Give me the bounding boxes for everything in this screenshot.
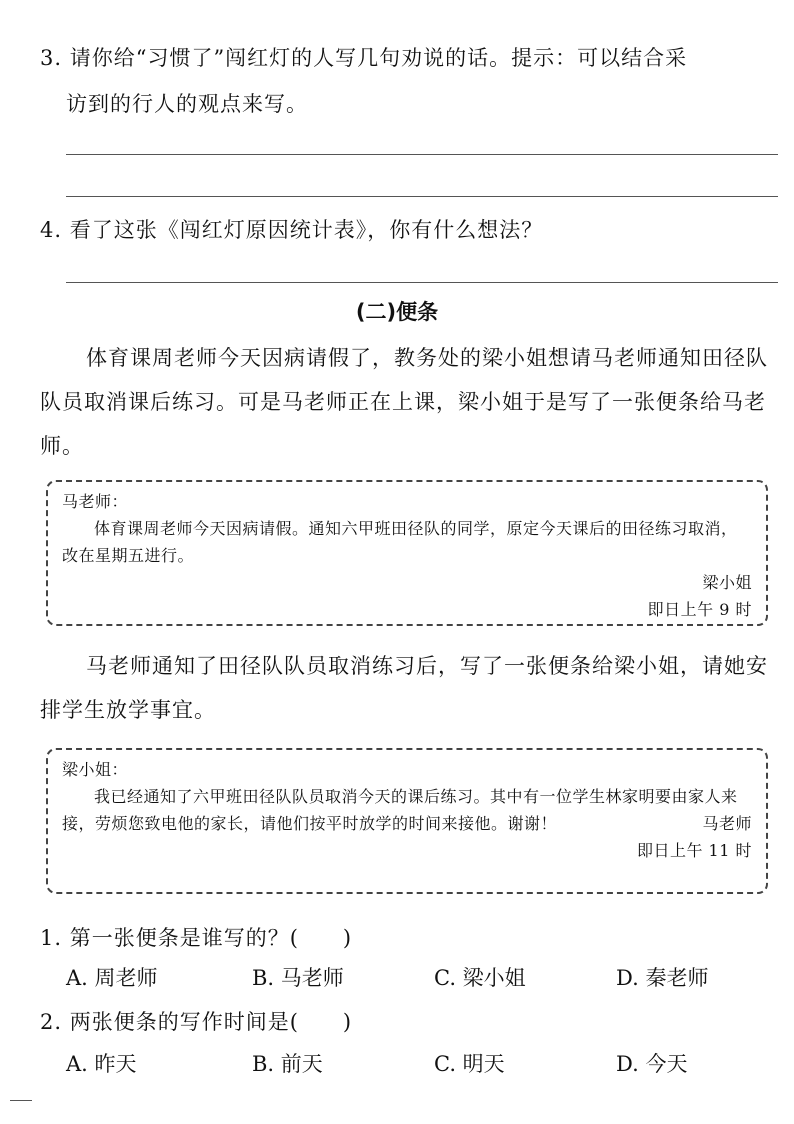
mcq-1-option-c[interactable]: C. 梁小姐 bbox=[434, 966, 526, 990]
answer-line[interactable] bbox=[66, 154, 778, 155]
note-1-signature: 梁小姐 bbox=[702, 573, 752, 592]
question-4-text: 4. 看了这张《闯红灯原因统计表》，你有什么想法？ bbox=[40, 218, 544, 242]
note-2-body: 我已经通知了六甲班田径队队员取消今天的课后练习。其中有一位学生林家明要由家人来接，劳烦您致电他的家长，请他们按平时放学的时间来接他。谢谢！ bbox=[62, 787, 738, 833]
mcq-2-option-b[interactable]: B. 前天 bbox=[252, 1052, 323, 1076]
intro-paragraph bbox=[40, 336, 780, 468]
intro-text: 体育课周老师今天因病请假了，教务处的梁小姐想请马老师通知田径队队员取消课后练习。可是马老师正在上课，梁小姐于是写了一张便条给马老师。 bbox=[40, 346, 768, 458]
section-title: (二)便条 bbox=[355, 300, 439, 324]
question-3-line2: 访到的行人的观点来写。 bbox=[66, 92, 308, 116]
mcq-2-option-a[interactable]: A. 昨天 bbox=[66, 1052, 137, 1076]
answer-line[interactable] bbox=[66, 282, 778, 283]
note-2 bbox=[46, 748, 768, 894]
note-1-salutation: 马老师： bbox=[62, 492, 129, 511]
mcq-1-question: 1. 第一张便条是谁写的？( ) bbox=[40, 926, 353, 950]
mcq-1-option-d[interactable]: D. 秦老师 bbox=[616, 966, 709, 990]
transition-paragraph bbox=[40, 644, 780, 732]
note-2-salutation: 梁小姐： bbox=[62, 760, 129, 779]
note-1 bbox=[46, 480, 768, 626]
mcq-1-option-a[interactable]: A. 周老师 bbox=[66, 966, 158, 990]
mcq-2-question: 2. 两张便条的写作时间是( ) bbox=[40, 1010, 353, 1034]
transition-text: 马老师通知了田径队队员取消练习后，写了一张便条给梁小姐，请她安排学生放学事宜。 bbox=[40, 654, 768, 722]
note-1-body: 体育课周老师今天因病请假。通知六甲班田径队的同学，原定今天课后的田径练习取消，改在星期五进行。 bbox=[62, 519, 738, 565]
question-3-line1: 3. 请你给“习惯了”闯红灯的人写几句劝说的话。提示：可以结合采 bbox=[40, 46, 688, 70]
note-2-signature: 马老师 bbox=[702, 814, 752, 833]
mcq-1-option-b[interactable]: B. 马老师 bbox=[252, 966, 344, 990]
note-1-date: 即日上午 9 时 bbox=[647, 600, 752, 619]
note-2-date: 即日上午 11 时 bbox=[636, 841, 752, 860]
page-corner-mark bbox=[10, 1100, 32, 1101]
mcq-2-option-c[interactable]: C. 明天 bbox=[434, 1052, 505, 1076]
answer-line[interactable] bbox=[66, 196, 778, 197]
mcq-2-option-d[interactable]: D. 今天 bbox=[616, 1052, 688, 1076]
